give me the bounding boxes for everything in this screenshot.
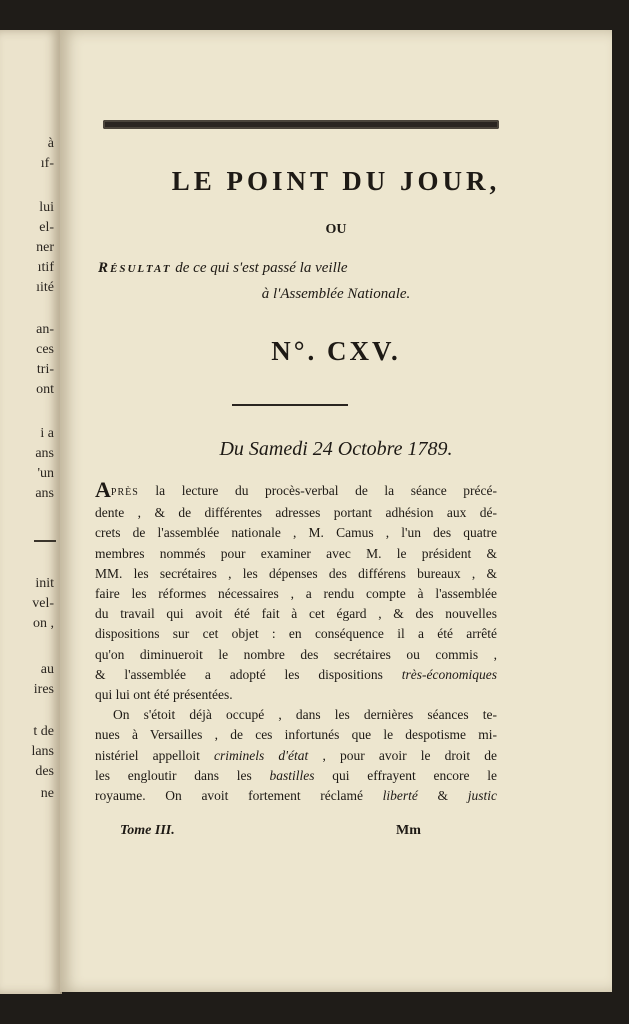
text-line	[95, 766, 497, 786]
italic-span: très-économiques	[401, 666, 497, 682]
text-line	[95, 786, 497, 806]
subtitle-lead: Résultat	[98, 260, 172, 276]
signature-mark: Mm	[396, 823, 421, 838]
left-fragment: el-	[39, 220, 54, 235]
left-fragment: ıf-	[40, 156, 54, 171]
subtitle-line-1	[98, 260, 518, 277]
italic-span: liberté	[382, 788, 418, 804]
page-footer	[120, 823, 440, 839]
italic-span: criminels d'état	[214, 747, 309, 763]
text-line	[95, 477, 497, 503]
left-fragment: ont	[36, 382, 54, 397]
text-line: dispositions sur cet objet : en conséquence il a été arrêté	[95, 626, 497, 642]
subtitle-rest: de ce qui s'est passé la veille	[171, 260, 348, 276]
text-span: qui effrayent encore le	[314, 767, 497, 783]
left-fragment: on ,	[33, 616, 54, 631]
italic-span: bastilles	[269, 767, 315, 783]
text-line: qui lui ont été présentées.	[95, 687, 233, 703]
right-edge-background	[612, 30, 629, 994]
left-fragment: ans	[35, 446, 54, 461]
text-span: la lecture du procès-verbal de la séance précé-	[138, 483, 497, 498]
issue-number: N°. CXV.	[271, 336, 401, 366]
text-line	[95, 665, 497, 685]
left-fragment: au	[40, 662, 54, 677]
left-fragment: lui	[39, 200, 54, 215]
text-line: MM. les secrétaires , les dépenses des différens bureaux , &	[95, 565, 497, 581]
left-fragment: tri-	[36, 362, 54, 377]
text-line: nues à Versailles , de ces infortunés que le despotisme mi-	[95, 727, 497, 743]
text-span: les engloutir dans les	[95, 767, 270, 783]
left-fragment: ner	[36, 240, 54, 255]
page-title: LE POINT DU JOUR,	[171, 166, 501, 196]
text-span: nistériel appelloit	[95, 747, 215, 763]
italic-span: justic	[467, 788, 497, 804]
text-line: faire les réformes nécessaires , a rendu compte à l'assemblée	[95, 586, 497, 602]
left-fragment: i a	[40, 426, 54, 441]
left-fragment: ces	[36, 342, 54, 357]
text-line: du travail qui avoit été fait à cet égard , & des nouvelles	[95, 606, 497, 622]
text-line	[95, 746, 497, 766]
left-fragment: lans	[31, 744, 54, 759]
drop-cap: A	[95, 477, 111, 502]
left-page-edge	[0, 30, 62, 994]
left-fragment: ıité	[36, 280, 54, 295]
text-line: qu'on diminueroit le nombre des secrétaires ou commis ,	[95, 646, 497, 662]
left-fragment: an-	[36, 322, 54, 337]
volume-label: Tome III.	[120, 823, 175, 838]
left-fragment: 'un	[37, 466, 54, 481]
right-page	[60, 30, 615, 992]
left-fragment: à	[47, 136, 54, 151]
text-span: &	[417, 788, 468, 804]
subtitle-line-2: à l'Assemblée Nationale.	[261, 286, 411, 302]
text-line: dente , & de différentes adresses portant adhésion aux dé-	[95, 505, 497, 521]
left-fragment: ne	[40, 786, 54, 801]
left-fragment: des	[35, 764, 54, 779]
left-fragment: init	[35, 576, 54, 591]
text-line: membres nommés pour examiner avec M. le président &	[95, 545, 497, 561]
left-fragment: ans	[35, 486, 54, 501]
small-caps-lead: PRÈS	[110, 487, 139, 498]
text-line: On s'étoit déjà occupé , dans les dernières séances te-	[113, 707, 497, 723]
left-fragment: ıtif	[37, 260, 54, 275]
issue-date: Du Samedi 24 Octobre 1789.	[219, 438, 453, 460]
left-fragment: t de	[33, 724, 54, 739]
article-body	[95, 477, 498, 806]
text-span: & l'assemblée a adopté les dispositions	[95, 666, 402, 682]
section-divider	[232, 404, 348, 406]
text-span: , pour avoir le droit de	[308, 747, 498, 763]
text-span: royaume. On avoit fortement réclamé	[95, 788, 383, 804]
title-conjunction: OU	[325, 222, 347, 237]
left-divider	[34, 540, 56, 542]
text-line: crets de l'assemblée nationale , M. Camus , l'un des quatre	[95, 525, 497, 541]
left-fragment: vel-	[32, 596, 54, 611]
left-fragment: ires	[33, 682, 54, 697]
ornamental-top-rule	[103, 120, 499, 129]
